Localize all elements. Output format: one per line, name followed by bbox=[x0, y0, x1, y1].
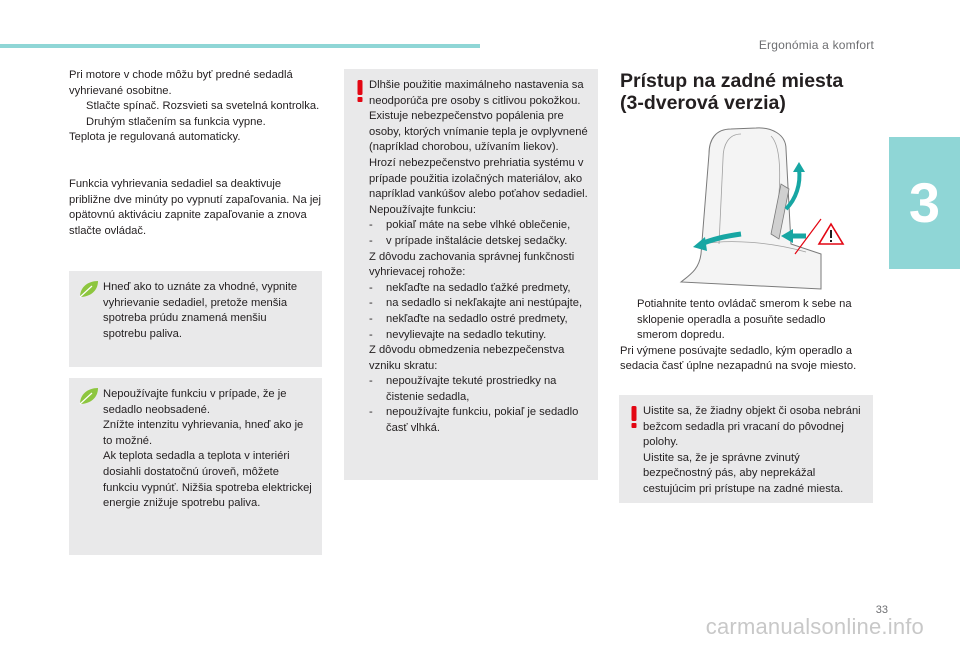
eco-note-text: Nepoužívajte funkciu v prípade, že je sedadlo neobsadené. Znížte intenzitu vyhrievania, hneď ako je to možné. Ak teplota sedadla a teplota v interiéri dosiahli dostatočnú úroveň, môžete funkciu vypnúť. Nižšia spotreba elektrickej energie znižuje spotrebu paliva. bbox=[103, 388, 312, 510]
warning-exclamation-icon bbox=[356, 80, 364, 108]
intro-paragraph: Pri motore v chode môžu byť predné sedadlá vyhrievané osobitne. bbox=[69, 69, 293, 97]
seat-illustration bbox=[671, 124, 847, 290]
bullet-item: Stlačte spínač. Rozsvieti sa svetelná kontrolka. bbox=[69, 99, 321, 115]
access-paragraph: Pri výmene posúvajte sedadlo, kým operadlo a sedacia časť úplne nezapadnú na svoje miesto. bbox=[620, 344, 857, 373]
warning-box bbox=[344, 69, 598, 480]
section-title: Ergonómia a komfort bbox=[758, 38, 874, 52]
list-item: - nekľaďte na sedadlo ostré predmety, bbox=[369, 312, 568, 325]
list-item: - nepoužívajte funkciu, pokiaľ je sedadlo časť vlhká. bbox=[369, 406, 579, 435]
warning-exclamation-icon bbox=[630, 406, 638, 434]
list-item: - nepoužívajte tekuté prostriedky na čistenie sedadla, bbox=[369, 375, 557, 403]
eco-note-text: Hneď ako to uznáte za vhodné, vypnite vyhrievanie sedadiel, pretože menšia spotreba prúdu znamená menšiu spotrebu paliva. bbox=[103, 281, 298, 340]
section-heading: Prístup na zadné miesta (3-dverová verzia) bbox=[620, 70, 844, 114]
intro-block bbox=[69, 68, 321, 146]
deactivation-paragraph: Funkcia vyhrievania sedadiel sa deaktivuje približne dve minúty po vypnutí zapaľovania. Na jej opätovnú aktiváciu zapnite zapaľovanie a znova stlačte ovládač. bbox=[69, 178, 322, 237]
eco-leaf-icon bbox=[78, 386, 100, 412]
bullet-item: Potiahnite tento ovládač smerom k sebe na sklopenie operadla a posuňte sedadlo smerom dopredu. bbox=[620, 297, 865, 344]
list-item: - na sedadlo si nekľakajte ani nestúpajte, bbox=[369, 297, 583, 310]
chapter-number: 3 bbox=[908, 171, 941, 234]
list-item: - pokiaľ máte na sebe vlhké oblečenie, bbox=[369, 219, 571, 232]
bullet-marker bbox=[69, 115, 86, 131]
bullet-item: Druhým stlačením sa funkcia vypne. bbox=[69, 115, 321, 131]
page-number: 33 bbox=[875, 604, 888, 616]
warning-text: Dlhšie použitie maximálneho nastavenia sa neodporúča pre osoby s citlivou pokožkou. Existuje nebezpečenstvo popálenia pre osoby, ktorých vnímanie tepla je ovplyvnené (napríklad chorobou, užívaním liekov). Hrozí nebezpečenstvo prehriatia systému v prípade použitia izolačných materiálov, ako napríklad vankúšov alebo poťahov sedadiel. Nepoužívajte funkciu: - pokiaľ máte na sebe vlhké oblečenie, - v prípade inštalácie detskej sedačky. Z dôvodu zachovania správnej funkčnosti vyhrievacej rohože: - nekľaďte na sedadlo ťažké predmety, - na sedadlo si nekľakajte ani nestúpajte, - nekľaďte na sedadlo ostré predmety, - nevylievajte na sedadlo tekutiny. Z dôvodu obmedzenia nebezpečenstva vzniku skratu: - nepoužívajte tekuté prostriedky na čistenie sedadla, - nepoužívajte funkciu, pokiaľ je sedadlo časť vlhká. bbox=[369, 78, 594, 437]
list-item: - v prípade inštalácie detskej sedačky. bbox=[369, 234, 568, 247]
eco-note-box bbox=[69, 378, 322, 555]
chapter-tab bbox=[889, 137, 960, 269]
warning-text: Uistite sa, že žiadny objekt či osoba nebráni bežcom sedadla pri vracaní do pôvodnej polohy. Uistite sa, že je správne zvinutý bezpečnostný pás, aby neprekážal cestujúcim pri prístupe na zadné miesta. bbox=[643, 405, 861, 495]
header-accent-bar bbox=[0, 44, 480, 48]
list-item: - nekľaďte na sedadlo ťažké predmety, bbox=[369, 281, 571, 294]
eco-note-box bbox=[69, 271, 322, 367]
intro-paragraph-end: Teplota je regulovaná automaticky. bbox=[69, 131, 241, 144]
list-item: - nevylievajte na sedadlo tekutiny. bbox=[369, 328, 547, 341]
eco-leaf-icon bbox=[78, 279, 100, 305]
warning-box bbox=[619, 395, 873, 503]
bullet-marker bbox=[620, 297, 637, 344]
access-instructions bbox=[620, 297, 865, 375]
watermark: carmanualsonline.info bbox=[705, 614, 924, 639]
bullet-marker bbox=[69, 99, 86, 115]
